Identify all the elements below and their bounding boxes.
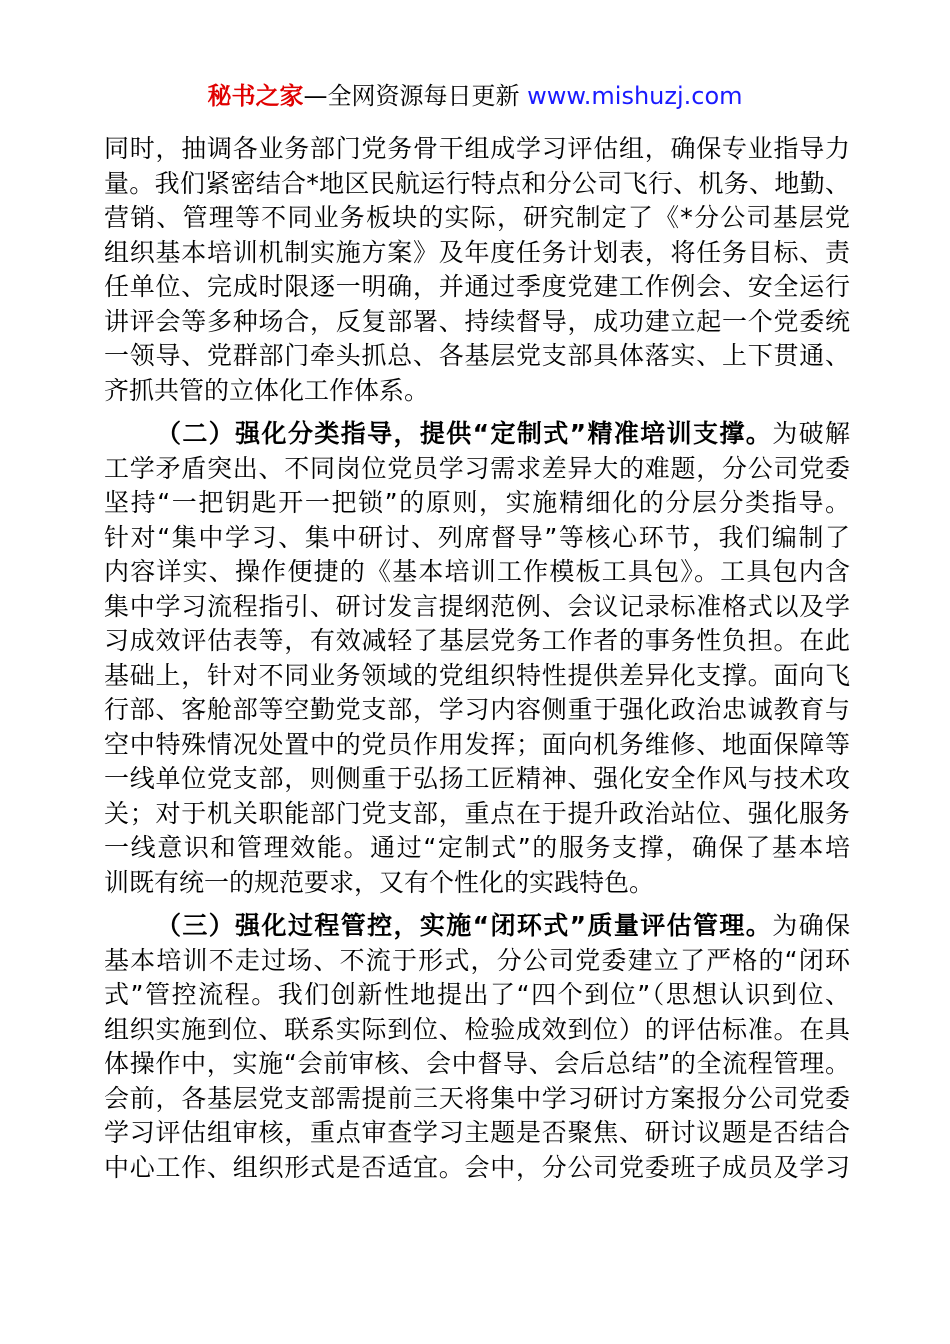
text-line: 一线单位党支部，则侧重于弘扬工匠精神、强化安全作风与技术攻 bbox=[104, 764, 850, 793]
paragraph bbox=[104, 417, 850, 900]
text-line: 营销、管理等不同业务板块的实际，研究制定了《*分公司基层党 bbox=[104, 203, 850, 232]
text-line: 一线意识和管理效能。通过“定制式”的服务支撑，确保了基本培 bbox=[104, 833, 850, 862]
text-line bbox=[104, 909, 850, 944]
section-heading: （三）强化过程管控，实施“闭环式”质量评估管理。 bbox=[156, 911, 773, 940]
section-heading: （二）强化分类指导，提供“定制式”精准培训支撑。 bbox=[156, 419, 773, 448]
text-line: 任单位、完成时限逐一明确，并通过季度党建工作例会、安全运行 bbox=[104, 272, 850, 301]
header-tagline: —全网资源每日更新 bbox=[303, 82, 528, 110]
text-line: 关；对于机关职能部门党支部，重点在于提升政治站位、强化服务 bbox=[104, 798, 850, 828]
text-line: 一领导、党群部门牵头抓总、各基层党支部具体落实、上下贯通、 bbox=[104, 341, 850, 370]
brand-name: 秘书之家 bbox=[207, 82, 304, 110]
text-run: 为确保 bbox=[772, 911, 850, 940]
text-line: 基础上，针对不同业务领域的党组织特性提供差异化支撑。面向飞 bbox=[104, 660, 850, 690]
document-body bbox=[104, 132, 850, 1185]
text-line: 同时，抽调各业务部门党务骨干组成学习评估组，确保专业指导力 bbox=[104, 134, 850, 163]
text-line: 组织实施到位、联系实际到位、检验成效到位）的评估标准。在具 bbox=[104, 1014, 850, 1044]
text-line: 坚持“一把钥匙开一把锁”的原则，实施精细化的分层分类指导。 bbox=[104, 488, 850, 517]
paragraph bbox=[104, 909, 850, 1185]
text-line: 学习评估组审核，重点审查学习主题是否聚焦、研讨议题是否结合 bbox=[104, 1118, 850, 1147]
text-line: 会前，各基层党支部需提前三天将集中学习研讨方案报分公司党委 bbox=[104, 1083, 850, 1113]
text-line bbox=[104, 417, 850, 452]
text-line: 齐抓共管的立体化工作体系。 bbox=[104, 375, 430, 405]
text-line: 体操作中，实施“会前审核、会中督导、会后总结”的全流程管理。 bbox=[104, 1049, 850, 1078]
text-line: 空中特殊情况处置中的党员作用发挥；面向机务维修、地面保障等 bbox=[104, 729, 850, 759]
text-line: 行部、客舱部等空勤党支部，学习内容侧重于强化政治忠诚教育与 bbox=[104, 695, 850, 724]
text-line: 训既有统一的规范要求，又有个性化的实践特色。 bbox=[104, 867, 655, 897]
site-url-link[interactable]: www.mishuzj.com bbox=[527, 82, 743, 110]
text-line: 式”管控流程。我们创新性地提出了“四个到位”（思想认识到位、 bbox=[104, 980, 850, 1009]
text-line: 集中学习流程指引、研讨发言提纲范例、会议记录标准格式以及学 bbox=[104, 591, 850, 621]
text-run: 为破解 bbox=[772, 419, 850, 448]
paragraph bbox=[104, 132, 850, 408]
text-line: 讲评会等多种场合，反复部署、持续督导，成功建立起一个党委统 bbox=[104, 306, 850, 336]
text-line: 内容详实、操作便捷的《基本培训工作模板工具包》。工具包内含 bbox=[104, 557, 850, 586]
text-line: 针对“集中学习、集中研讨、列席督导”等核心环节，我们编制了 bbox=[104, 522, 850, 552]
text-line: 量。我们紧密结合*地区民航运行特点和分公司飞行、机务、地勤、 bbox=[104, 168, 850, 198]
text-line: 中心工作、组织形式是否适宜。会中，分公司党委班子成员及学习 bbox=[104, 1152, 850, 1182]
page-header bbox=[0, 80, 950, 112]
text-line: 组织基本培训机制实施方案》及年度任务计划表，将任务目标、责 bbox=[104, 237, 850, 267]
text-line: 基本培训不走过场、不流于形式，分公司党委建立了严格的“闭环 bbox=[104, 945, 850, 975]
text-line: 习成效评估表等，有效减轻了基层党务工作者的事务性负担。在此 bbox=[104, 626, 850, 655]
text-line: 工学矛盾突出、不同岗位党员学习需求差异大的难题，分公司党委 bbox=[104, 453, 850, 483]
